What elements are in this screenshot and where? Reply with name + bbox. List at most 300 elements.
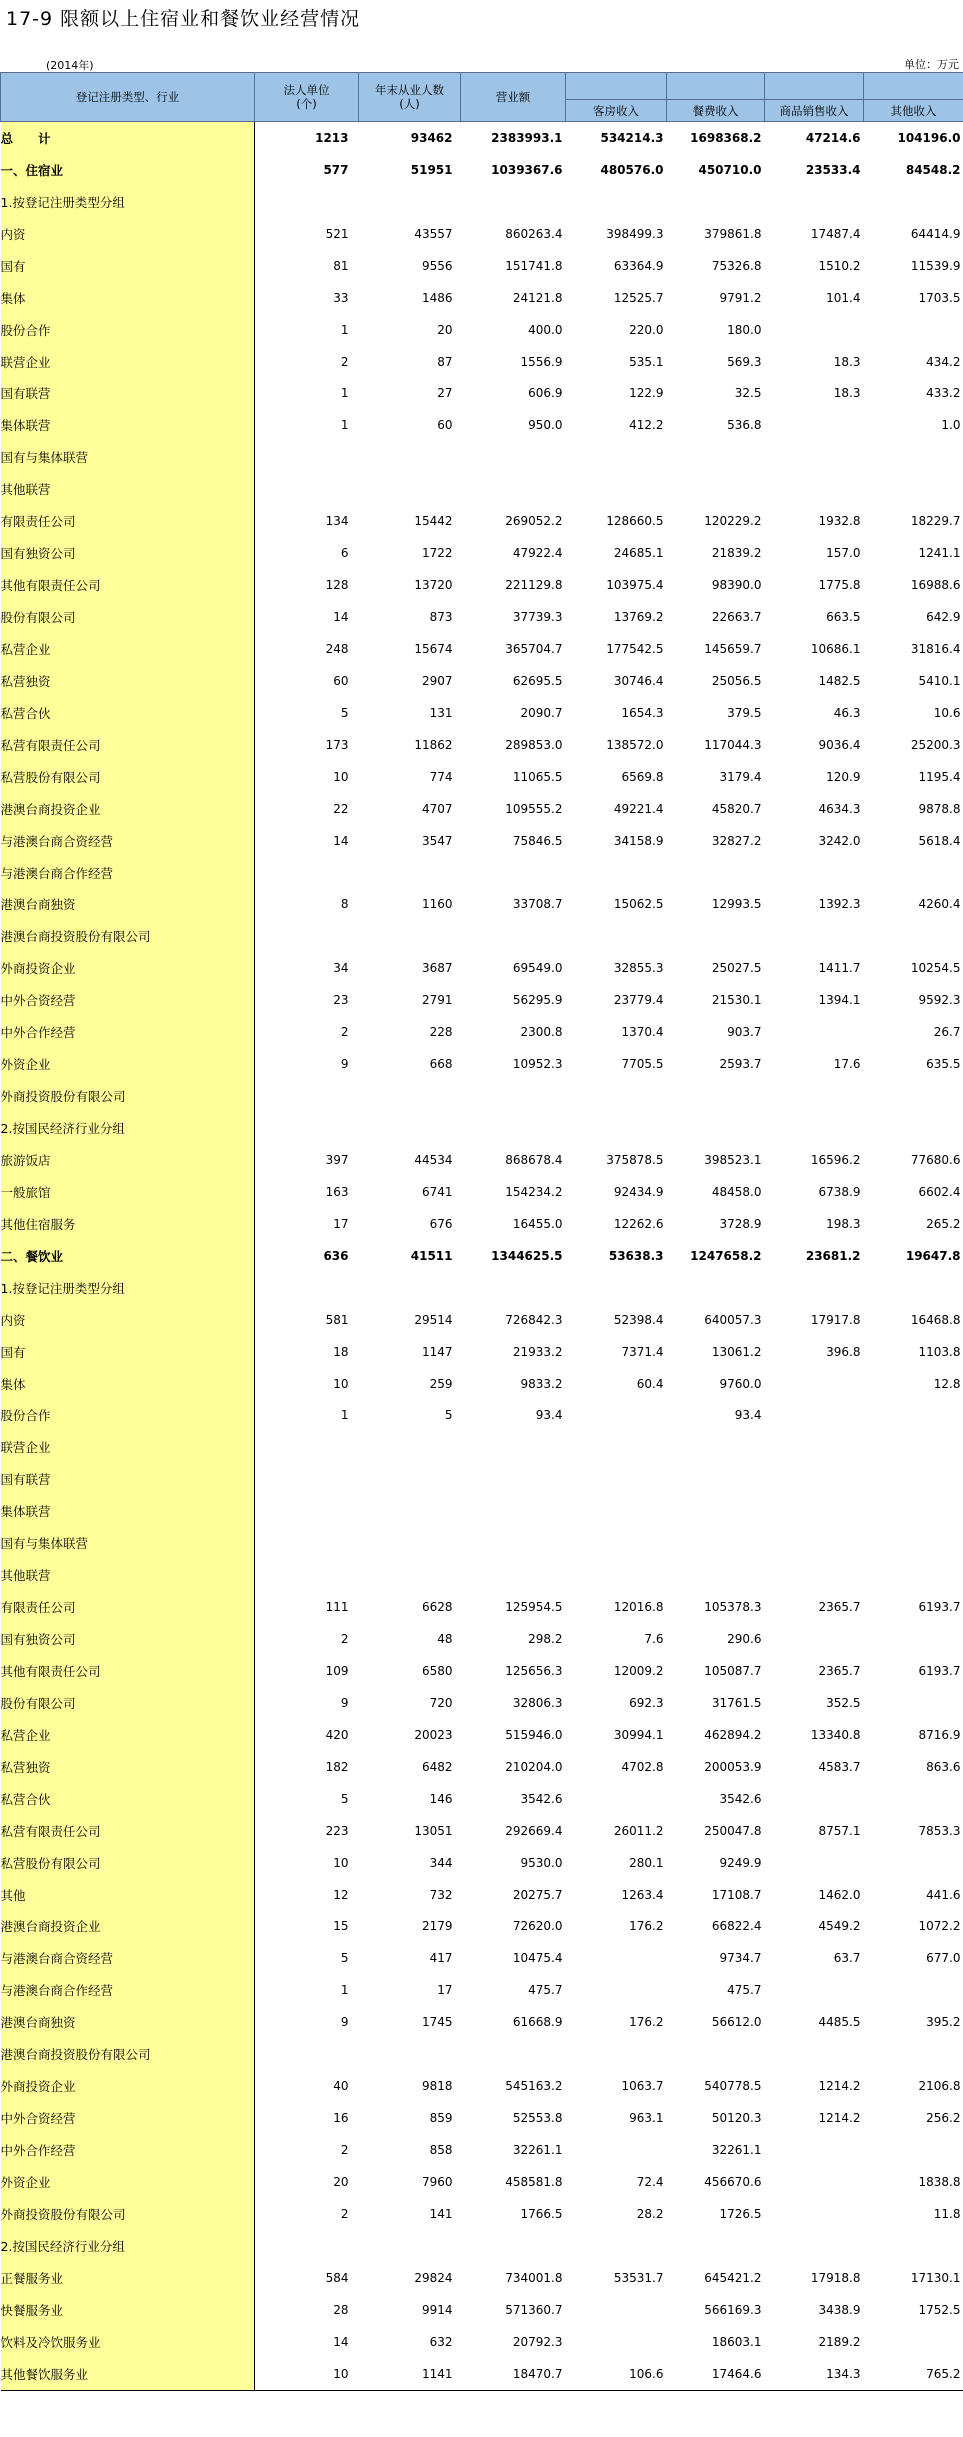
cell-value bbox=[255, 441, 359, 473]
cell-value bbox=[359, 1527, 461, 1559]
cell-value: 434.2 bbox=[926, 354, 961, 369]
row-label: 有限责任公司 bbox=[1, 505, 255, 537]
cell-value: 9556 bbox=[421, 258, 453, 273]
cell-value bbox=[359, 473, 461, 505]
cell-value bbox=[765, 2198, 864, 2230]
row-label: 饮料及冷饮服务业 bbox=[1, 2326, 255, 2358]
cell-value: 12525.7 bbox=[613, 290, 664, 305]
row-label: 股份合作 bbox=[1, 1400, 255, 1432]
table-row bbox=[1, 505, 963, 537]
cell-value: 3547 bbox=[421, 833, 453, 848]
row-label: 私营股份有限公司 bbox=[1, 1847, 255, 1879]
cell-value: 11539.9 bbox=[910, 258, 961, 273]
cell-value bbox=[667, 2038, 765, 2070]
cell-value: 180.0 bbox=[727, 322, 762, 337]
cell-value: 462894.2 bbox=[704, 1727, 762, 1742]
cell-value: 10 bbox=[333, 769, 349, 784]
row-label: 集体联营 bbox=[1, 1495, 255, 1527]
cell-value: 903.7 bbox=[727, 1025, 762, 1040]
table-row bbox=[1, 2326, 963, 2358]
cell-value bbox=[255, 1463, 359, 1495]
cell-value: 47922.4 bbox=[512, 546, 563, 561]
cell-value: 29514 bbox=[414, 1312, 453, 1327]
cell-value: 1462.0 bbox=[818, 1887, 861, 1902]
cell-value bbox=[864, 2230, 963, 2262]
table-row bbox=[1, 601, 963, 633]
table-row bbox=[1, 1240, 963, 1272]
cell-value bbox=[255, 857, 359, 889]
table-row bbox=[1, 154, 963, 186]
cell-value: 581 bbox=[325, 1312, 349, 1327]
cell-value: 101.4 bbox=[826, 290, 861, 305]
statistics-table bbox=[0, 72, 963, 2391]
cell-value: 640057.3 bbox=[704, 1312, 762, 1327]
cell-value bbox=[864, 314, 963, 346]
cell-value: 52398.4 bbox=[613, 1312, 664, 1327]
cell-value bbox=[255, 1527, 359, 1559]
cell-value: 344 bbox=[429, 1855, 453, 1870]
row-label: 外商投资股份有限公司 bbox=[1, 2198, 255, 2230]
cell-value: 134 bbox=[325, 514, 349, 529]
cell-value: 7705.5 bbox=[621, 1057, 664, 1072]
cell-value: 475.7 bbox=[528, 1983, 563, 1998]
cell-value: 280.1 bbox=[629, 1855, 664, 1870]
cell-value: 1263.4 bbox=[621, 1887, 664, 1902]
cell-value: 1213 bbox=[315, 130, 349, 145]
cell-value: 290.6 bbox=[727, 1632, 762, 1647]
cell-value bbox=[765, 1368, 864, 1400]
cell-value: 30994.1 bbox=[613, 1727, 664, 1742]
cell-value: 13720 bbox=[414, 578, 453, 593]
table-row bbox=[1, 409, 963, 441]
cell-value bbox=[566, 2038, 667, 2070]
row-label: 股份合作 bbox=[1, 314, 255, 346]
cell-value bbox=[461, 2230, 566, 2262]
cell-value bbox=[566, 857, 667, 889]
cell-value: 1195.4 bbox=[918, 769, 961, 784]
table-row bbox=[1, 793, 963, 825]
cell-value: 858 bbox=[429, 2143, 453, 2158]
cell-value: 25200.3 bbox=[910, 737, 961, 752]
cell-value: 20792.3 bbox=[512, 2334, 563, 2349]
cell-value: 1482.5 bbox=[818, 673, 861, 688]
cell-value bbox=[255, 2230, 359, 2262]
cell-value bbox=[864, 1400, 963, 1432]
table-row bbox=[1, 1527, 963, 1559]
table-row bbox=[1, 825, 963, 857]
cell-value: 6741 bbox=[421, 1184, 453, 1199]
table-row bbox=[1, 1016, 963, 1048]
table-row bbox=[1, 250, 963, 282]
cell-value: 44534 bbox=[414, 1152, 453, 1167]
cell-value: 18.3 bbox=[833, 354, 861, 369]
cell-value bbox=[765, 857, 864, 889]
cell-value: 13340.8 bbox=[810, 1727, 861, 1742]
table-row bbox=[1, 1942, 963, 1974]
cell-value: 17 bbox=[437, 1983, 453, 1998]
cell-value bbox=[566, 186, 667, 218]
cell-value: 9914 bbox=[421, 2302, 453, 2317]
cell-value: 92434.9 bbox=[613, 1184, 664, 1199]
cell-value: 146 bbox=[429, 1791, 453, 1806]
cell-value: 125656.3 bbox=[505, 1663, 563, 1678]
cell-value: 27 bbox=[437, 386, 453, 401]
cell-value: 23 bbox=[333, 993, 349, 1008]
cell-value: 25056.5 bbox=[711, 673, 762, 688]
cell-value bbox=[765, 1783, 864, 1815]
row-label: 港澳台商投资股份有限公司 bbox=[1, 920, 255, 952]
cell-value: 151741.8 bbox=[505, 258, 563, 273]
cell-value: 23779.4 bbox=[613, 993, 664, 1008]
cell-value: 9734.7 bbox=[719, 1951, 762, 1966]
cell-value: 352.5 bbox=[826, 1695, 861, 1710]
cell-value: 400.0 bbox=[528, 322, 563, 337]
cell-value bbox=[765, 1112, 864, 1144]
cell-value: 269052.2 bbox=[505, 514, 563, 529]
header-room-gap bbox=[566, 73, 667, 100]
cell-value: 41511 bbox=[410, 1248, 453, 1263]
cell-value: 521 bbox=[325, 226, 349, 241]
cell-value: 21530.1 bbox=[711, 993, 762, 1008]
cell-value: 6569.8 bbox=[621, 769, 664, 784]
cell-value: 248 bbox=[325, 641, 349, 656]
table-row bbox=[1, 952, 963, 984]
table-row bbox=[1, 1048, 963, 1080]
table-row bbox=[1, 2262, 963, 2294]
table-row bbox=[1, 889, 963, 921]
cell-value: 182 bbox=[325, 1759, 349, 1774]
table-row bbox=[1, 1879, 963, 1911]
cell-value: 515946.0 bbox=[505, 1727, 563, 1742]
cell-value: 1141 bbox=[359, 2358, 461, 2390]
cell-value: 157.0 bbox=[826, 546, 861, 561]
cell-value bbox=[667, 441, 765, 473]
cell-value: 31816.4 bbox=[910, 641, 961, 656]
cell-value: 210204.0 bbox=[505, 1759, 563, 1774]
cell-value: 1932.8 bbox=[818, 514, 861, 529]
row-label: 集体联营 bbox=[1, 409, 255, 441]
cell-value: 417 bbox=[429, 1951, 453, 1966]
cell-value bbox=[864, 186, 963, 218]
row-label: 集体 bbox=[1, 282, 255, 314]
cell-value: 103975.4 bbox=[606, 578, 664, 593]
cell-value: 17464.6 bbox=[667, 2358, 765, 2390]
cell-value: 19647.8 bbox=[905, 1248, 961, 1263]
cell-value: 250047.8 bbox=[704, 1823, 762, 1838]
cell-value: 535.1 bbox=[629, 354, 664, 369]
cell-value: 53638.3 bbox=[608, 1248, 664, 1263]
cell-value bbox=[765, 1463, 864, 1495]
cell-value bbox=[461, 441, 566, 473]
cell-value: 9592.3 bbox=[918, 993, 961, 1008]
cell-value: 397 bbox=[325, 1152, 349, 1167]
cell-value bbox=[864, 857, 963, 889]
cell-value: 198.3 bbox=[826, 1216, 861, 1231]
cell-value: 1556.9 bbox=[520, 354, 563, 369]
cell-value: 540778.5 bbox=[704, 2079, 762, 2094]
cell-value: 1344625.5 bbox=[491, 1248, 563, 1263]
row-label: 私营企业 bbox=[1, 633, 255, 665]
header-category: 登记注册类型、行业 bbox=[1, 73, 255, 122]
cell-value: 1766.5 bbox=[520, 2206, 563, 2221]
cell-value: 20 bbox=[437, 322, 453, 337]
cell-value bbox=[359, 857, 461, 889]
cell-value: 1 bbox=[340, 322, 349, 337]
row-label: 总 计 bbox=[1, 122, 255, 154]
row-label: 国有与集体联营 bbox=[1, 1527, 255, 1559]
cell-value: 11.8 bbox=[933, 2206, 961, 2221]
table-row bbox=[1, 1495, 963, 1527]
cell-value: 56612.0 bbox=[711, 2015, 762, 2030]
cell-value bbox=[667, 1431, 765, 1463]
table-row bbox=[1, 1655, 963, 1687]
row-label: 2.按国民经济行业分组 bbox=[1, 2230, 255, 2262]
cell-value: 1838.8 bbox=[918, 2174, 961, 2189]
cell-value: 5618.4 bbox=[918, 833, 961, 848]
cell-value bbox=[255, 1112, 359, 1144]
row-label: 与港澳台商合资经营 bbox=[1, 825, 255, 857]
row-label: 其他 bbox=[1, 1879, 255, 1911]
cell-value: 859 bbox=[429, 2111, 453, 2126]
cell-value: 298.2 bbox=[528, 1632, 563, 1647]
cell-value bbox=[255, 186, 359, 218]
cell-value: 17917.8 bbox=[810, 1312, 861, 1327]
cell-value bbox=[461, 1495, 566, 1527]
cell-value bbox=[566, 2294, 667, 2326]
cell-value: 18603.1 bbox=[711, 2334, 762, 2349]
table-row bbox=[1, 1368, 963, 1400]
table-row bbox=[1, 441, 963, 473]
cell-value: 734001.8 bbox=[505, 2270, 563, 2285]
cell-value: 109 bbox=[325, 1663, 349, 1678]
cell-value: 2383993.1 bbox=[491, 130, 563, 145]
cell-value: 663.5 bbox=[826, 610, 861, 625]
cell-value bbox=[566, 920, 667, 952]
row-label: 私营合伙 bbox=[1, 697, 255, 729]
cell-value: 2365.7 bbox=[818, 1663, 861, 1678]
cell-value bbox=[667, 1272, 765, 1304]
cell-value: 3687 bbox=[421, 961, 453, 976]
row-label: 中外合作经营 bbox=[1, 2134, 255, 2166]
cell-value bbox=[359, 1272, 461, 1304]
cell-value bbox=[359, 1431, 461, 1463]
cell-value: 176.2 bbox=[629, 1919, 664, 1934]
cell-value: 14 bbox=[333, 610, 349, 625]
cell-value: 2106.8 bbox=[918, 2079, 961, 2094]
cell-value bbox=[461, 186, 566, 218]
cell-value: 72.4 bbox=[636, 2174, 664, 2189]
cell-value: 420 bbox=[325, 1727, 349, 1742]
cell-value: 3179.4 bbox=[719, 769, 762, 784]
cell-value: 75846.5 bbox=[512, 833, 563, 848]
cell-value: 10686.1 bbox=[810, 641, 861, 656]
cell-value: 11862 bbox=[414, 737, 453, 752]
unit-label: 单位：万元 bbox=[904, 58, 959, 71]
cell-value: 1752.5 bbox=[918, 2302, 961, 2317]
cell-value: 1.0 bbox=[941, 418, 961, 433]
cell-value bbox=[255, 1272, 359, 1304]
table-row bbox=[1, 1815, 963, 1847]
cell-value: 56295.9 bbox=[512, 993, 563, 1008]
cell-value bbox=[461, 473, 566, 505]
table-row bbox=[1, 1272, 963, 1304]
table-row bbox=[1, 1336, 963, 1368]
cell-value: 1745 bbox=[421, 2015, 453, 2030]
cell-value: 25027.5 bbox=[711, 961, 762, 976]
table-row bbox=[1, 2294, 963, 2326]
cell-value: 12993.5 bbox=[711, 897, 762, 912]
cell-value: 45820.7 bbox=[711, 801, 762, 816]
cell-value: 128660.5 bbox=[606, 514, 664, 529]
table-row bbox=[1, 920, 963, 952]
cell-value bbox=[566, 1431, 667, 1463]
cell-value: 6482 bbox=[421, 1759, 453, 1774]
cell-value: 131 bbox=[429, 705, 453, 720]
cell-value: 77680.6 bbox=[910, 1152, 961, 1167]
year-label: (2014年) bbox=[46, 59, 94, 72]
cell-value: 17487.4 bbox=[810, 226, 861, 241]
table-row bbox=[1, 1112, 963, 1144]
cell-value: 256.2 bbox=[926, 2111, 961, 2126]
cell-value: 30746.4 bbox=[613, 673, 664, 688]
row-label: 中外合资经营 bbox=[1, 2102, 255, 2134]
cell-value bbox=[667, 1112, 765, 1144]
row-label: 集体 bbox=[1, 1368, 255, 1400]
cell-value bbox=[864, 1623, 963, 1655]
cell-value bbox=[864, 920, 963, 952]
cell-value: 120.9 bbox=[826, 769, 861, 784]
cell-value: 223 bbox=[325, 1823, 349, 1838]
cell-value: 2179 bbox=[421, 1919, 453, 1934]
cell-value: 1411.7 bbox=[818, 961, 861, 976]
table-row bbox=[1, 569, 963, 601]
cell-value: 2365.7 bbox=[818, 1600, 861, 1615]
cell-value bbox=[765, 2230, 864, 2262]
cell-value: 32806.3 bbox=[512, 1695, 563, 1710]
cell-value: 12.8 bbox=[933, 1376, 961, 1391]
cell-value bbox=[566, 1559, 667, 1591]
cell-value: 9249.9 bbox=[719, 1855, 762, 1870]
cell-value: 379861.8 bbox=[704, 226, 762, 241]
table-row bbox=[1, 1559, 963, 1591]
cell-value: 3542.6 bbox=[719, 1791, 762, 1806]
table-row bbox=[1, 2230, 963, 2262]
row-label: 国有与集体联营 bbox=[1, 441, 255, 473]
table-row bbox=[1, 1400, 963, 1432]
cell-value bbox=[255, 1080, 359, 1112]
row-label: 私营独资 bbox=[1, 1751, 255, 1783]
cell-value: 20 bbox=[333, 2174, 349, 2189]
cell-value bbox=[765, 1080, 864, 1112]
row-label: 联营企业 bbox=[1, 1431, 255, 1463]
cell-value: 53531.7 bbox=[613, 2270, 664, 2285]
cell-value: 642.9 bbox=[926, 610, 961, 625]
cell-value: 1722 bbox=[421, 546, 453, 561]
table-row bbox=[1, 1687, 963, 1719]
cell-value: 1510.2 bbox=[818, 258, 861, 273]
table-row bbox=[1, 282, 963, 314]
table-row bbox=[1, 697, 963, 729]
cell-value: 12262.6 bbox=[613, 1216, 664, 1231]
row-label: 港澳台商独资 bbox=[1, 889, 255, 921]
cell-value: 3542.6 bbox=[520, 1791, 563, 1806]
cell-value bbox=[359, 1495, 461, 1527]
cell-value: 111 bbox=[325, 1600, 349, 1615]
cell-value bbox=[461, 1272, 566, 1304]
table-row bbox=[1, 633, 963, 665]
cell-value: 289853.0 bbox=[505, 737, 563, 752]
table-row bbox=[1, 1463, 963, 1495]
cell-value: 9 bbox=[340, 1695, 349, 1710]
cell-value bbox=[667, 1495, 765, 1527]
cell-value: 52553.8 bbox=[512, 2111, 563, 2126]
cell-value: 33 bbox=[333, 290, 349, 305]
cell-value bbox=[765, 1431, 864, 1463]
cell-value: 20023 bbox=[414, 1727, 453, 1742]
cell-value bbox=[667, 857, 765, 889]
cell-value: 48458.0 bbox=[711, 1184, 762, 1199]
cell-value: 475.7 bbox=[727, 1983, 762, 1998]
cell-value bbox=[566, 1527, 667, 1559]
cell-value: 72620.0 bbox=[512, 1919, 563, 1934]
cell-value: 154234.2 bbox=[505, 1184, 563, 1199]
cell-value: 3242.0 bbox=[818, 833, 861, 848]
cell-value: 5 bbox=[340, 1951, 349, 1966]
cell-value: 1698368.2 bbox=[690, 130, 762, 145]
row-label: 国有 bbox=[1, 1336, 255, 1368]
cell-value: 2090.7 bbox=[520, 705, 563, 720]
cell-value: 396.8 bbox=[826, 1344, 861, 1359]
cell-value: 4485.5 bbox=[818, 2015, 861, 2030]
cell-value: 29824 bbox=[414, 2270, 453, 2285]
cell-value bbox=[359, 920, 461, 952]
cell-value: 441.6 bbox=[926, 1887, 961, 1902]
cell-value: 606.9 bbox=[528, 386, 563, 401]
table-row bbox=[1, 1208, 963, 1240]
cell-value: 12009.2 bbox=[613, 1663, 664, 1678]
cell-value: 632 bbox=[429, 2334, 453, 2349]
table-row bbox=[1, 346, 963, 378]
cell-value bbox=[765, 1974, 864, 2006]
cell-value: 109555.2 bbox=[505, 801, 563, 816]
cell-value: 4634.3 bbox=[818, 801, 861, 816]
row-label: 旅游饭店 bbox=[1, 1144, 255, 1176]
cell-value: 6738.9 bbox=[818, 1184, 861, 1199]
cell-value: 18.3 bbox=[833, 386, 861, 401]
cell-value bbox=[461, 1559, 566, 1591]
cell-value bbox=[765, 2038, 864, 2070]
row-label: 中外合作经营 bbox=[1, 1016, 255, 1048]
table-row bbox=[1, 1591, 963, 1623]
table-row bbox=[1, 1623, 963, 1655]
cell-value: 1214.2 bbox=[818, 2079, 861, 2094]
cell-value: 125954.5 bbox=[505, 1600, 563, 1615]
cell-value bbox=[566, 473, 667, 505]
table-row bbox=[1, 1911, 963, 1943]
cell-value: 292669.4 bbox=[505, 1823, 563, 1838]
cell-value: 13051 bbox=[414, 1823, 453, 1838]
cell-value: 963.1 bbox=[629, 2111, 664, 2126]
cell-value: 8757.1 bbox=[818, 1823, 861, 1838]
row-label: 港澳台商投资企业 bbox=[1, 793, 255, 825]
cell-value: 106.6 bbox=[566, 2358, 667, 2390]
cell-value bbox=[765, 1016, 864, 1048]
cell-value bbox=[667, 920, 765, 952]
cell-value bbox=[765, 473, 864, 505]
cell-value: 10254.5 bbox=[910, 961, 961, 976]
cell-value: 569.3 bbox=[727, 354, 762, 369]
cell-value: 69549.0 bbox=[512, 961, 563, 976]
